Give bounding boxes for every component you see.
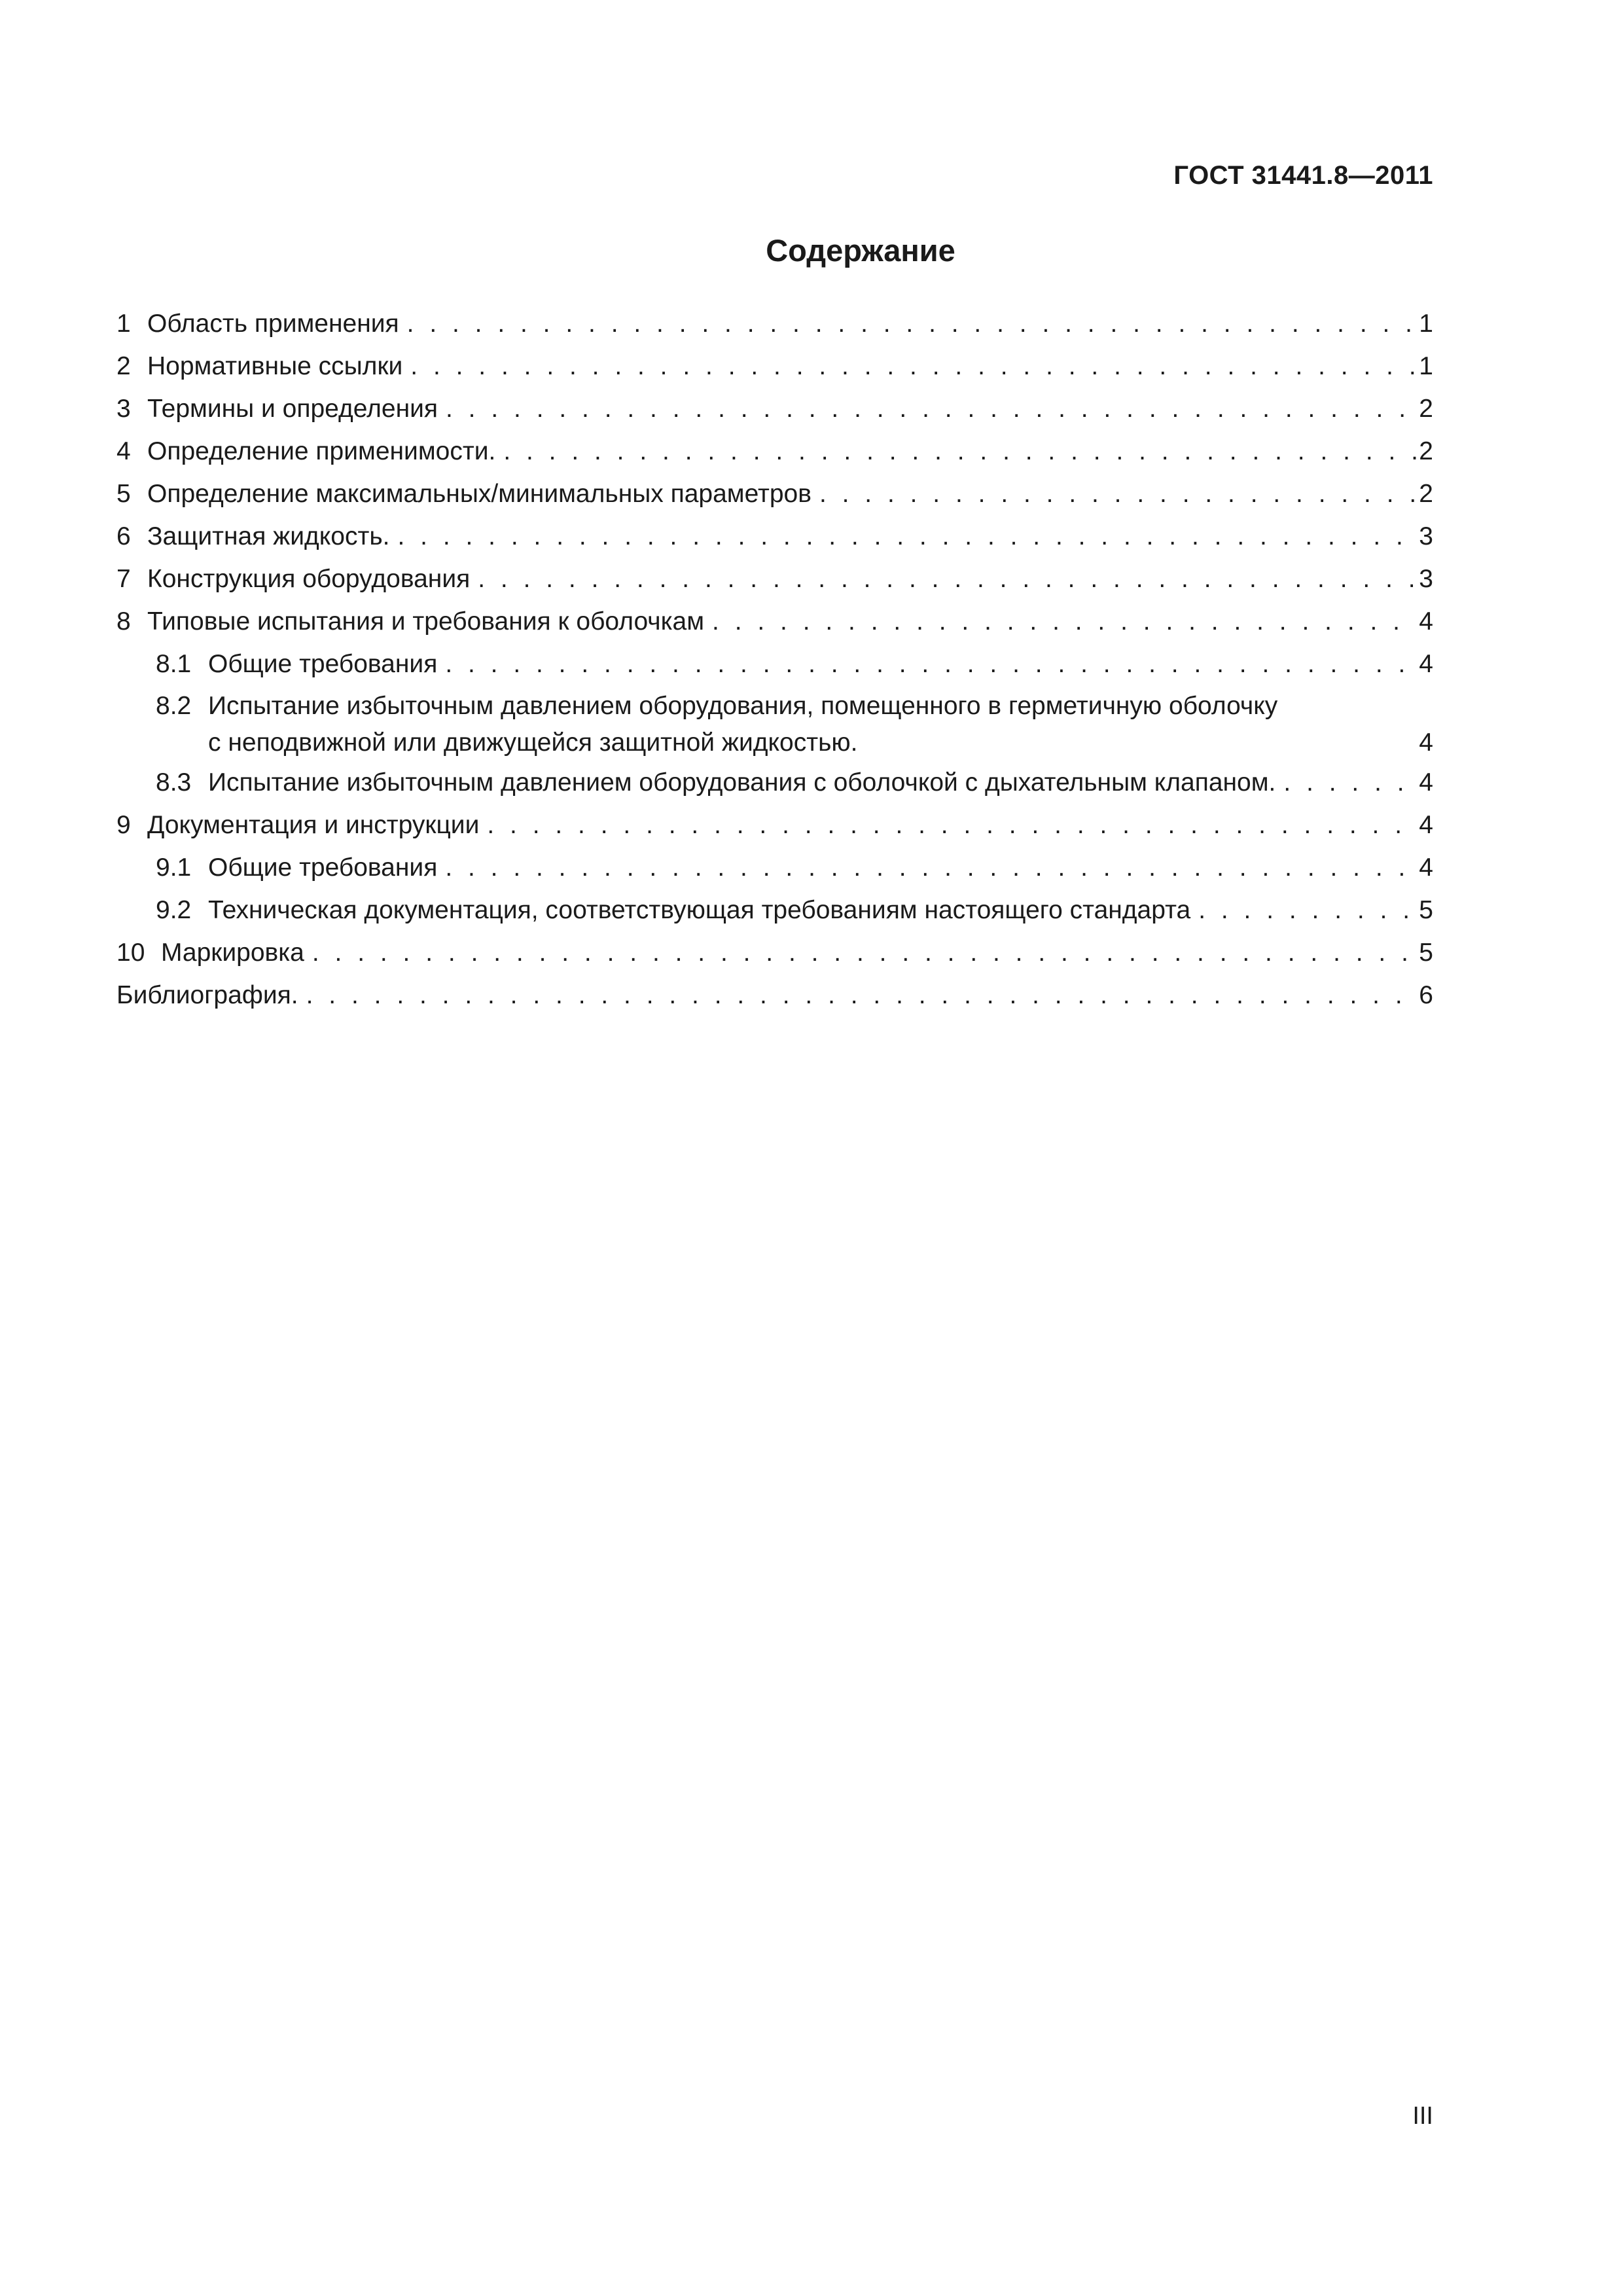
toc-entry-page: 2 [1419, 395, 1433, 423]
toc-title: Содержание [766, 233, 955, 268]
toc-entry-page: 2 [1419, 437, 1433, 465]
toc-entry[interactable] [116, 302, 1433, 345]
toc-subentry[interactable] [116, 643, 1433, 685]
toc-entry[interactable] [116, 430, 1433, 473]
dot-leader [402, 345, 1416, 387]
dot-leader [495, 430, 1416, 473]
toc-entry-page: 6 [1419, 981, 1433, 1009]
toc-entry-text: Маркировка [161, 939, 304, 967]
toc-entry-page: 4 [1419, 607, 1433, 636]
toc-entry-number: 8.2 [156, 692, 192, 720]
toc-entry-page: 5 [1419, 939, 1433, 967]
toc-subentry[interactable] [116, 846, 1433, 889]
toc-entry-page: 1 [1419, 352, 1433, 380]
toc-entry-number: 6 [116, 522, 131, 550]
toc-entry-page: 4 [1419, 768, 1433, 797]
toc-entry-text: Документация и инструкции [147, 811, 480, 839]
toc-entry[interactable] [116, 558, 1433, 600]
toc-entry-text: Типовые испытания и требования к оболочкам [147, 607, 705, 636]
toc-entry-number: 8.3 [156, 768, 192, 797]
toc-entry-text: Определение максимальных/минимальных параметров [147, 480, 812, 508]
dot-leader [470, 558, 1416, 600]
document-code: ГОСТ 31441.8—2011 [1173, 161, 1433, 190]
toc-entry-text: Испытание избыточным давлением оборудования с оболочкой с дыхательным клапаном. [208, 768, 1276, 797]
toc-entry[interactable] [116, 600, 1433, 643]
toc-entry-text: Испытание избыточным давлением оборудования, помещенного в герметичную оболочку [208, 692, 1278, 720]
toc-entry[interactable] [116, 931, 1433, 974]
toc-entry-number: 5 [116, 480, 131, 508]
dot-leader [298, 974, 1417, 1016]
toc-subentry[interactable] [116, 889, 1433, 931]
toc-entry-number: 2 [116, 352, 131, 380]
page-number: III [1412, 2102, 1433, 2130]
toc-entry-number: 4 [116, 437, 131, 465]
toc-entry-number: 9 [116, 811, 131, 839]
toc-entry-text: Нормативные ссылки [147, 352, 403, 380]
toc-subentry[interactable] [116, 761, 1433, 804]
toc-entry[interactable] [116, 345, 1433, 387]
toc-entry-text: Общие требования [208, 853, 438, 882]
toc-entry-text: Общие требования [208, 650, 438, 678]
toc-entry-page: 4 [1419, 853, 1433, 882]
dot-leader [437, 846, 1416, 889]
toc-entry[interactable] [116, 387, 1433, 430]
toc-entry-number: 7 [116, 565, 131, 593]
toc-entry-number: 1 [116, 310, 131, 338]
dot-leader [438, 387, 1416, 430]
toc-entry-text-continued: с неподвижной или движущейся защитной жидкостью. [208, 728, 858, 757]
toc-entry-text: Термины и определения [147, 395, 438, 423]
dot-leader [479, 804, 1416, 846]
toc-entry-page: 3 [1419, 565, 1433, 593]
toc-entry-number: 9.2 [156, 896, 192, 924]
toc-entry-text: Техническая документация, соответствующая требованиям настоящего стандарта [208, 896, 1191, 924]
dot-leader [812, 473, 1416, 515]
dot-leader [1190, 889, 1416, 931]
dot-leader [704, 600, 1416, 643]
toc-subentry[interactable] [116, 685, 1433, 761]
toc-entry-text: Определение применимости. [147, 437, 496, 465]
toc-entry-number: 3 [116, 395, 131, 423]
toc-entry-page: 4 [1419, 728, 1433, 757]
toc-entry-page: 4 [1419, 811, 1433, 839]
toc-entry-page: 2 [1419, 480, 1433, 508]
dot-leader [390, 515, 1417, 558]
dot-leader [1275, 761, 1416, 804]
dot-leader [399, 302, 1417, 345]
toc-entry-number: 10 [116, 939, 145, 967]
toc-entry-page: 1 [1419, 310, 1433, 338]
toc-entry[interactable] [116, 515, 1433, 558]
toc-entry-page: 5 [1419, 896, 1433, 924]
toc-entry-page: 3 [1419, 522, 1433, 550]
toc-entry-number: 8.1 [156, 650, 192, 678]
table-of-contents [116, 302, 1433, 1016]
dot-leader [304, 931, 1416, 974]
toc-entry-text: Библиография. [116, 981, 298, 1009]
toc-entry-number: 8 [116, 607, 131, 636]
toc-entry[interactable] [116, 974, 1433, 1016]
toc-entry-text: Область применения [147, 310, 399, 338]
dot-leader [437, 643, 1416, 685]
toc-entry-number: 9.1 [156, 853, 192, 882]
toc-entry-text: Защитная жидкость. [147, 522, 390, 550]
toc-entry[interactable] [116, 473, 1433, 515]
toc-entry[interactable] [116, 804, 1433, 846]
toc-entry-text: Конструкция оборудования [147, 565, 471, 593]
toc-entry-page: 4 [1419, 650, 1433, 678]
